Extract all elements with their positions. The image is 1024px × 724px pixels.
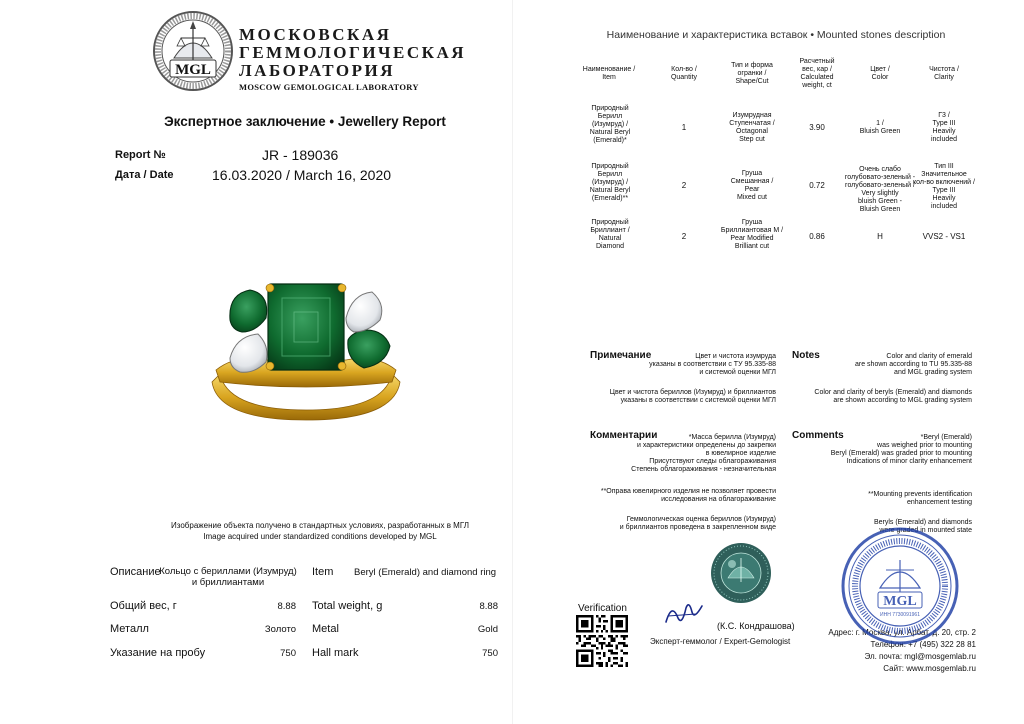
- comments-label-ru: Комментарии: [590, 430, 658, 441]
- description-label: Описание: [110, 566, 161, 578]
- comments-ru-1: *Масса берилла (Изумруд) и характеристики определены до закрепки в ювелирное изделие Присутствуют следы облагораживания Степень облагораживания - незначительная: [631, 434, 776, 473]
- metal-label-en: Metal: [312, 623, 339, 635]
- metal-value-ru: Золото: [264, 624, 296, 635]
- row3-quantity: 2: [681, 232, 687, 241]
- total-weight-label-ru: Общий вес, г: [110, 600, 177, 612]
- verification-qr-code[interactable]: [576, 615, 628, 667]
- comments-ru-2: **Оправа ювелирного изделия не позволяет провести исследования на облагораживание: [600, 488, 776, 503]
- ring-photo: [196, 270, 416, 430]
- row1-quantity: 1: [681, 123, 687, 132]
- notes-en-2: Color and clarity of beryls (Emerald) and diamonds are shown according to MGL grading system: [814, 389, 972, 404]
- page-fold: [512, 0, 513, 724]
- report-number-value: JR - 189036: [262, 147, 339, 163]
- row1-weight: 3.90: [809, 123, 825, 132]
- row3-item: Природный Бриллиант / Natural Diamond: [590, 219, 630, 250]
- logo-title-line-2: ГЕММОЛОГИЧЕСКАЯ: [239, 43, 467, 62]
- row2-color: Очень слабо голубовато-зеленый - голубовато-зеленый / Very slightly bluish Green - Bluish Green: [844, 166, 916, 213]
- row1-shape: Изумрудная Ступенчатая / Octagonal Step cut: [729, 112, 775, 143]
- row3-clarity: VVS2 - VS1: [922, 232, 966, 241]
- row2-item: Природный Берилл (Изумруд) / Natural Beryl (Emerald)**: [589, 163, 631, 202]
- total-weight-label-en: Total weight, g: [312, 600, 383, 612]
- hologram-seal: [710, 542, 772, 604]
- notes-en-1: Color and clarity of emerald are shown according to TU 95.335-88 and MGL grading system: [855, 353, 972, 376]
- contact-address: Адрес: г. Москва, ул. Арбат, д. 20, стр. 2: [828, 628, 976, 637]
- metal-label-ru: Металл: [110, 623, 149, 635]
- stones-title: Наименование и характеристика вставок • Mounted stones description: [606, 29, 946, 41]
- image-caption-en: Image acquired under standardized conditions developed by MGL: [203, 532, 437, 541]
- item-value: Beryl (Emerald) and diamond ring: [354, 567, 497, 578]
- row3-shape: Груша Бриллиантовая М / Pear Modified Brilliant cut: [720, 219, 784, 250]
- signature: [662, 598, 706, 628]
- image-caption-ru: Изображение объекта получено в стандартных условиях, разработанных в МГЛ: [171, 521, 469, 530]
- total-weight-value-ru: 8.88: [277, 601, 296, 612]
- logo-title-line-3: ЛАБОРАТОРИЯ: [239, 61, 396, 80]
- logo-mgl-text: MGL: [175, 62, 211, 78]
- official-stamp: [840, 526, 960, 646]
- row2-quantity: 2: [681, 181, 687, 190]
- verification-label: Verification: [578, 603, 627, 614]
- notes-ru-2: Цвет и чистота бериллов (Изумруд) и бриллиантов указаны в соответствии с системой оценки МГЛ: [609, 389, 776, 404]
- mgl-logo-emblem: [152, 10, 234, 92]
- contact-phone: Телефон: +7 (495) 322 28 81: [870, 640, 976, 649]
- signer-title: Эксперт-геммолог / Expert-Gemologist: [650, 637, 791, 646]
- header-item: Наименование / Item: [582, 66, 636, 81]
- comments-en-2: **Mounting prevents identification enhancement testing: [868, 491, 972, 506]
- header-quantity: Кол-во / Quantity: [670, 66, 698, 81]
- report-date-value: 16.03.2020 / March 16, 2020: [212, 167, 392, 183]
- report-heading: Экспертное заключение • Jewellery Report: [164, 114, 446, 129]
- header-weight: Расчетный вес, кар / Calculated weight, ct: [799, 58, 835, 89]
- contact-website: Сайт: www.mosgemlab.ru: [883, 664, 976, 673]
- metal-value-en: Gold: [477, 624, 498, 635]
- row2-weight: 0.72: [809, 181, 825, 190]
- report-number-label: Report №: [115, 149, 166, 161]
- row1-color: 1 / Bluish Green: [859, 120, 901, 135]
- row2-shape: Груша Смешанная / Pear Mixed cut: [730, 170, 774, 201]
- comments-en-1: *Beryl (Emerald) was weighed prior to mounting Beryl (Emerald) was graded prior to mounting Indications of minor clarity enhancement: [830, 434, 972, 465]
- comments-label-en: Comments: [792, 430, 844, 441]
- hallmark-value-ru: 750: [280, 648, 296, 659]
- hallmark-value-en: 750: [482, 648, 498, 659]
- header-shape-cut: Тип и форма огранки / Shape/Cut: [731, 62, 773, 85]
- stamp-inn-text: ИНН 7730091961: [879, 612, 921, 618]
- logo-subtitle: MOSCOW GEMOLOGICAL LABORATORY: [239, 82, 419, 92]
- contact-email: Эл. почта: mgl@mosgemlab.ru: [864, 652, 976, 661]
- row3-weight: 0.86: [809, 232, 825, 241]
- logo-title-line-1: МОСКОВСКАЯ: [239, 25, 392, 44]
- row1-clarity: Г3 / Type III Heavily included: [930, 112, 958, 143]
- hallmark-label-en: Hall mark: [312, 647, 359, 659]
- report-date-label: Дата / Date: [115, 169, 174, 181]
- description-value: Кольцо с бериллами (Изумруд) и бриллиантами: [159, 566, 297, 588]
- total-weight-value-en: 8.88: [479, 601, 498, 612]
- header-color: Цвет / Color: [870, 66, 890, 81]
- stamp-mgl-text: MGL: [883, 594, 917, 609]
- row3-color: H: [877, 232, 883, 241]
- hallmark-label-ru: Указание на пробу: [110, 647, 206, 659]
- notes-ru-1: Цвет и чистота изумруда указаны в соответствии с ТУ 95.335-88 и системой оценки МГЛ: [649, 353, 776, 376]
- comments-en-3: Beryls (Emerald) and diamonds were graded in mounted state: [873, 519, 972, 534]
- row2-clarity: Тип III Значительное кол-во включений / Type III Heavily included: [913, 163, 975, 210]
- notes-label-en: Notes: [792, 350, 820, 361]
- item-label: Item: [312, 566, 334, 578]
- row1-item: Природный Берилл (Изумруд) / Natural Beryl (Emerald)*: [589, 105, 631, 144]
- notes-label-ru: Примечание: [590, 350, 652, 361]
- header-clarity: Чистота / Clarity: [929, 66, 959, 81]
- comments-ru-3: Геммологическая оценка бериллов (Изумруд) и бриллиантов проведена в закрепленном виде: [619, 516, 776, 531]
- signer-name: (К.С. Кондрашова): [717, 621, 795, 631]
